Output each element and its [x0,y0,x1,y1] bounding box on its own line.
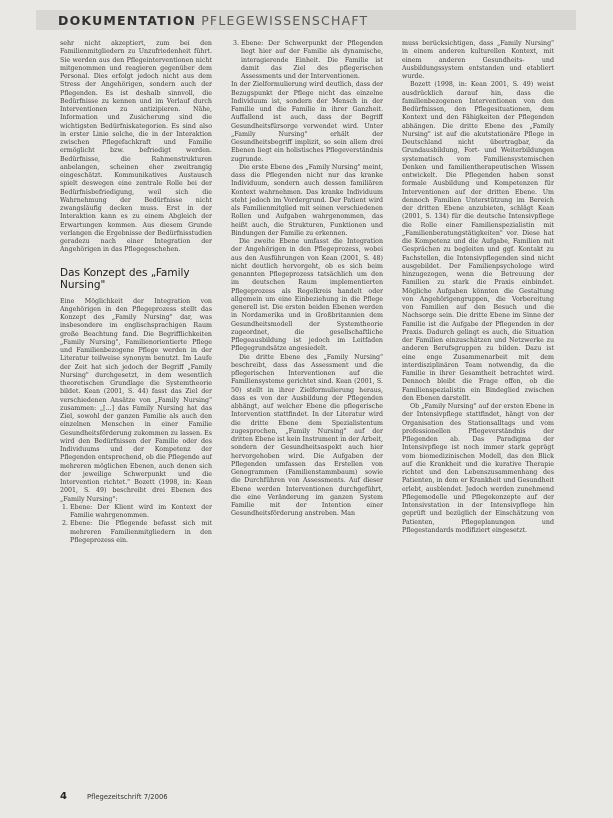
paragraph: Die erste Ebene des „Family Nursing" meint, dass die Pflegenden nicht nur das kranke Individuum, sondern auch dessen familiären Kontext wahrnehmen. Das kranke Individuum steht jedoch im Vordergrund. Der Patient wird als Familienmitglied mit seinen verschiedenen Rollen und Aufgaben wahrgenommen, das heißt auch, die Strukturen, Funktionen und Bindungen der Familie zu erkennen. [231,163,383,237]
paragraph: In der Zielformulierung wird deutlich, dass der Bezugspunkt der Pflege nicht das einzelne Individuum ist, sondern der Mensch in der Familie und die Familie in ihrer Ganzheit. Auffallend ist auch, dass der Begriff Gesundheitsfürsorge verwendet wird. Unter „Family Nursing" erhält der Gesundheitsbegriff implizit, so sein allem drei Ebenen liegt ein holistisches Pflegeverständnis zugrunde. [231,81,383,163]
list-item: 2. Ebene: Die Pflegende befasst sich mit mehreren Familienmitgliedern in den Pflegeprozess ein. [70,520,212,545]
section-heading: Das Konzept des „Family Nursing" [60,266,190,291]
paragraph: Ob „Family Nursing" auf der ersten Ebene in der Intensivpflege stattfindet, hängt von der Organisation des Stationsalltags und vom professionellen Pflegeverständnis der Pflegenden ab. Das Paradigma der Intensivpflege ist noch immer stark geprägt vom biomedizinischen Modell, das den Blick auf die Krankheit und die kurative Therapie richtet und den Lebenszusammenhang des Patienten, in dem er Krankheit und Gesundheit erlebt, ausblendet. Jedoch werden zunehmend Pflegemodelle und Pflegekonzepte auf der Intensivstation in der Intensivpflege hin geprüft und bezüglich der Einschätzung von Patienten, Pflegeplanungen und Pflegestandards modifiziert eingesetzt. [402,403,554,534]
paragraph: Die dritte Ebene des „Family Nursing" beschreibt, dass das Assessment und die pflegerischen Interventionen auf die Familiensysteme gerichtet sind. Kean (2001, S. 50) stellt in ihrer Zielformulierung heraus, dass es von der Ausbildung der Pflegenden abhängt, auf welcher Ebene die pflegerische Intervention stattfindet. In der Literatur wird die dritte Ebene dem Spezialistentum zugesprochen, „Family Nursing" auf der dritten Ebene ist kein Instrument in der Arbeit, sondern der Gesundheitsaspekt auch hier hervorgehoben wird. Die Aufgaben der Pflegenden umfassen das Erstellen von Genogrammen (Familienstammbaum) sowie die Durchführen von Assessments. Auf dieser Ebene werden Interventionen durchgeführt, die eine Veränderung im ganzen System Familie mit der Intention einer Gesundheitsförderung anstreben. Man [231,353,383,518]
header-subtitle: PFLEGEWISSENSCHAFT [201,12,369,28]
list-item: 3. Ebene: Der Schwerpunkt der Pflegenden liegt hier auf der Familie als dynamische, interagierende Einheit. Die Familie ist damit das Ziel des pflegerischen Assessments und der Interventionen. [241,40,383,81]
text-column-right [402,40,554,785]
list-item: 1. Ebene: Der Klient wird im Kontext der Familie wahrgenommen. [70,504,212,521]
section-header [36,10,576,30]
text-column-left [60,40,212,785]
paragraph: sehr nicht akzeptiert, zum bei den Familienmitgliedern zu Unzufriedenheit führt. Sie werden aus den Pflegeinterventionen nicht mitgenommen und reagieren gegenüber dem Personal. Dies erfolgt jedoch nicht aus dem Stress der Angehörigen, sondern auch der Pflegenden. Es ist deshalb sinnvoll, die Bedürfnisse zu kennen und im Verlauf durch Interventionen zu antizipieren. Nähe, Information und Zusicherung sind die wichtigsten Bedürfniskategorien. Es sind also in erster Linie solche, die in der Interaktion zwischen Pflegefachkraft und Familie ermöglicht bzw. befriedigt werden. Bedürfnisse, die Rahmenstrukturen anbelangen, scheinen eher zweitrangig eingeschätzt. Kommunikatives Austausch spielt deswegen eine zentrale Rolle bei der Bedürfnisbefriedigung, weil sich die Wahrnehmung der Bedürfnisse nicht zwangsläufig decken muss. Erst in der Interaktion kann es zu einem Abgleich der Erwartungen kommen. Aus diesem Grunde verlangen die Ergebnisse der Bedürfnisstudien geradezu nach einer Integration der Angehörigen in das Pflegegeschehen. [60,40,212,254]
journal-name: Pflegezeitschrift 7/2006 [86,793,168,801]
page-footer [60,791,168,802]
paragraph: Eine Möglichkeit der Integration von Angehörigen in den Pflegeprozess stellt das Konzept des „Family Nursing" dar, was insbesondere im englischsprachigen Raum große Beachtung fand. Die Begrifflichkeiten „Family Nursing", Familienorientierte Pflege und Familienbezogene Pflege werden in der Literatur teilweise synonym benutzt. Im Laufe der Zeit hat sich jedoch der Begriff „Family Nursing" durchgesetzt, in dem wesentlich theoretischen Grundlage die Systemtheorie bildet. Kean (2001, S. 44) fasst das Ziel der verschiedenen Ansätze von „Family Nursing" zusammen: „[...] das Family Nursing hat das Ziel, sowohl der ganzen Familie als auch den einzelnen Menschen in einer Familie Gesundheitsförderung zukommen zu lassen. Es wird den Bedürfnissen der Familie oder des Individuums und der Kompetenz der Pflegenden entsprechend, ob die Pflegende auf mehreren möglichen Ebenen, auch denen sich der jeweilige Schwerpunkt und die Intervention richtet." Bozett (1998, in: Kean 2001, S. 49) beschreibt drei Ebenen des „Family Nursing": [60,297,212,503]
paragraph: Die zweite Ebene umfasst die Integration der Angehörigen in den Pflegeprozess, wobei aus den Ausführungen von Kean (2001, S. 48) nicht deutlich hervorgeht, ob es sich beim genannten Pflegeprozess tatsächlich um den im deutschen Raum implementierten Pflegeprozess als Regelkreis handelt oder allgemein um eine Einbeziehung in die Pflege generell ist. Die ersten beiden Ebenen werden in Nordamerika und in Großbritannien dem Gesundheitsmodell der Systemtheorie zugeordnet, die gesellschaftliche Pflegeausbildung ist jedoch im Leitfaden Pflegegrundsätze angesiedelt. [231,238,383,353]
paragraph: Bozett (1998, in: Kean 2001, S. 49) weist ausdrücklich darauf hin, dass die familienbezogenen Interventionen von den Bedürfnissen, den Pflegesituationen, dem Kontext und den Fähigkeiten der Pflegenden abhängen. Die dritte Ebene des „Family Nursing" ist auf die akutstationäre Pflege in Deutschland nicht übertragbar, da Grundausbildung, Fort- und Weiterbildungen systematisch vom Familiensystemischen Denken und familientherapeutischen Wissen entwickelt. Die Pflegenden haben sonst formale Ausbildung und Kompetenzen für Interventionen auf der dritten Ebene. Um dennoch Familien Unterstützung im Bereich der dritten Ebene anzubieten, schlägt Kean (2001, S. 134) für die deutsche Intensivpflege die Rolle einer Familienspezialistin mit „Familienberatungstätigkeiten" vor. Diese hat die Kompetenz und die Aufgabe, Familien mit Gesprächen zu begleiten und ggf. Kontakt zu Fachstellen, die Intensivpflegenden sind nicht ausgebildet. Der Familienpsychologe wird hinzugezogen, wenn die Betreuung der Familien zu stark die Praxis einbindet. Mögliche Aufgaben könnten die Gestaltung von Angehörigengruppen, die Vorbereitung von Familien auf den Besuch und die Nachsorge sein. Die dritte Ebene im Sinne der Familie ist die Aufgabe der Pflegenden in der Praxis. Dadurch gelingt es auch, die Situation der Familien einzuschätzen und Netzwerke zu anderen Berufsgruppen zu bilden. Dazu ist eine enge Zusammenarbeit mit dem interdisziplinären Team notwendig, da die Familie in ihrer Gesamtheit betrachtet wird. Dennoch bleibt die Frage offen, ob die Familienspezialistin ein Bindeglied zwischen den Ebenen darstellt. [402,81,554,402]
text-column-middle [231,40,383,785]
level-list-continued [231,40,383,81]
page-number: 4 [60,791,67,802]
header-title: DOKUMENTATION [58,12,197,28]
paragraph: muss berücksichtigen, dass „Family Nursing" in einem anderen kulturellen Kontext, mit einem anderen Gesundheits- und Ausbildungssystem entstanden und etabliert wurde. [402,40,554,80]
level-list [60,504,212,545]
